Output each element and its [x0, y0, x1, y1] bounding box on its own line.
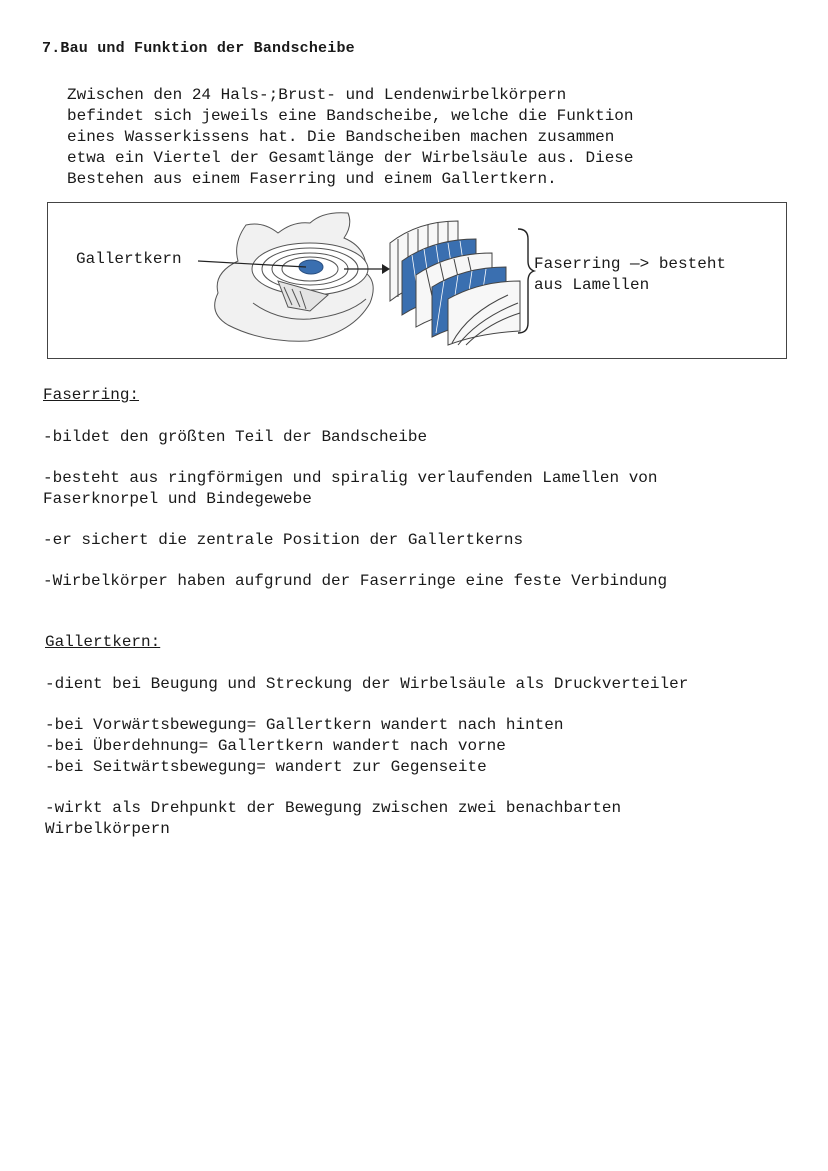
- gallertkern-item-continued: Wirbelkörpern: [45, 820, 170, 838]
- gallertkern-heading: Gallertkern:: [45, 633, 161, 651]
- page-title: 7.Bau und Funktion der Bandscheibe: [42, 40, 355, 57]
- intro-line: Zwischen den 24 Hals-;Brust- und Lendenwirbelkörpern: [67, 86, 567, 104]
- intro-line: etwa ein Viertel der Gesamtlänge der Wirbelsäule aus. Diese: [67, 149, 634, 167]
- vertebra-drawing: [215, 213, 374, 341]
- disc-illustration: [48, 203, 788, 360]
- gallertkern-item: -bei Überdehnung= Gallertkern wandert nach vorne: [45, 737, 506, 755]
- intro-line: befindet sich jeweils eine Bandscheibe, welche die Funktion: [67, 107, 634, 125]
- arrow-head: [382, 264, 390, 274]
- intro-line: Bestehen aus einem Faserring und einem Gallertkern.: [67, 170, 557, 188]
- gallertkern-item: -wirkt als Drehpunkt der Bewegung zwischen zwei benachbarten: [45, 799, 622, 817]
- faserring-item: -er sichert die zentrale Position der Gallertkerns: [43, 531, 524, 549]
- nucleus-label: Gallertkern: [76, 250, 182, 268]
- faserring-item: -bildet den größten Teil der Bandscheibe: [43, 428, 428, 446]
- annulus-label-line-1: Faserring —> besteht: [534, 255, 727, 273]
- faserring-heading: Faserring:: [43, 386, 140, 404]
- faserring-item: -Wirbelkörper haben aufgrund der Faserringe eine feste Verbindung: [43, 572, 668, 590]
- gallertkern-item: -dient bei Beugung und Streckung der Wirbelsäule als Druckverteiler: [45, 675, 689, 693]
- gallertkern-item: -bei Vorwärtsbewegung= Gallertkern wandert nach hinten: [45, 716, 564, 734]
- annulus-label-line-2: aus Lamellen: [534, 276, 650, 294]
- disc-figure: [47, 202, 787, 359]
- intro-paragraph: [67, 85, 634, 190]
- lamellae-drawing: [390, 221, 520, 345]
- faserring-item: -besteht aus ringförmigen und spiralig verlaufenden Lamellen von: [43, 469, 658, 487]
- gallertkern-item: -bei Seitwärtsbewegung= wandert zur Gegenseite: [45, 758, 487, 776]
- intro-line: eines Wasserkissens hat. Die Bandscheiben machen zusammen: [67, 128, 615, 146]
- faserring-item-continued: Faserknorpel und Bindegewebe: [43, 490, 312, 508]
